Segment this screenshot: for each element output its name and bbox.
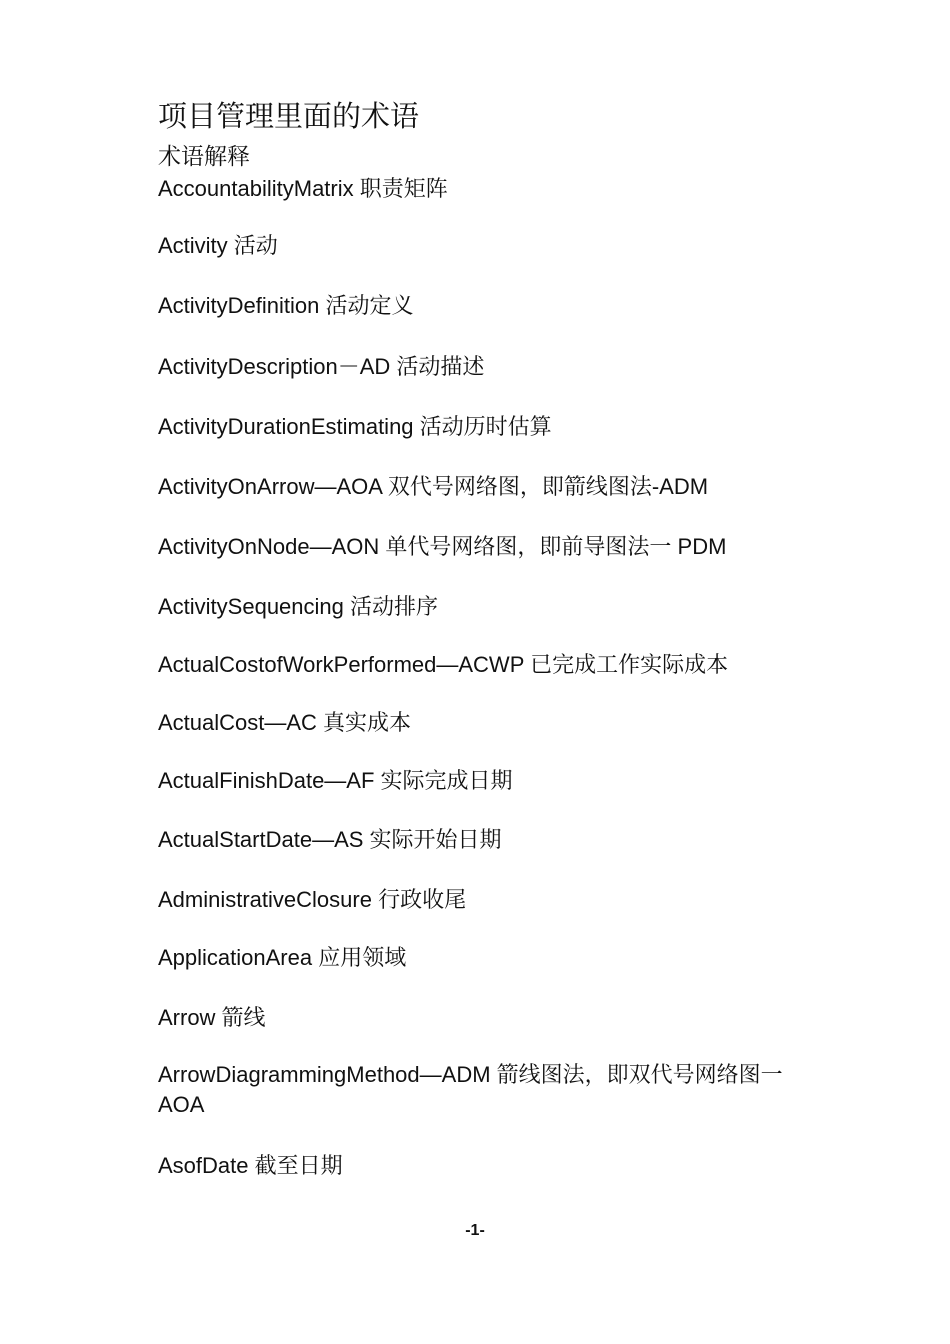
term-entry: ActivitySequencing 活动排序: [158, 594, 438, 619]
term-entry: ActivityDefinition 活动定义: [158, 293, 414, 318]
term-entry: ActualStartDate—AS 实际开始日期: [158, 827, 502, 852]
term-entry: AccountabilityMatrix 职责矩阵: [158, 176, 448, 201]
term-entry: ActualCost—AC 真实成本: [158, 710, 412, 735]
term-entry: ActivityOnNode—AON 单代号网络图，即前导图法一 PDM: [158, 534, 727, 559]
term-entry: AsofDate 截至日期: [158, 1153, 343, 1178]
term-entry: ArrowDiagrammingMethod—ADM 箭线图法，即双代号网络图一 AOA: [158, 1062, 783, 1117]
term-entry: ActualCostofWorkPerformed—ACWP 已完成工作实际成本: [158, 652, 729, 677]
term-entry: ActualFinishDate—AF 实际完成日期: [158, 768, 513, 793]
term-entry: Activity 活动: [158, 233, 278, 258]
section-heading: 术语解释: [158, 144, 250, 170]
term-entry: AdministrativeClosure 行政收尾: [158, 887, 467, 912]
document-title: 项目管理里面的术语: [158, 99, 420, 133]
term-entry: Arrow 箭线: [158, 1005, 266, 1030]
term-entry: ActivityDescription－AD 活动描述: [158, 354, 485, 379]
page-number: -1-: [465, 1222, 485, 1239]
term-entry: ActivityOnArrow—AOA 双代号网络图，即箭线图法-ADM: [158, 474, 709, 499]
term-entry: ApplicationArea 应用领域: [158, 945, 407, 970]
term-entry: ActivityDurationEstimating 活动历时估算: [158, 414, 552, 439]
